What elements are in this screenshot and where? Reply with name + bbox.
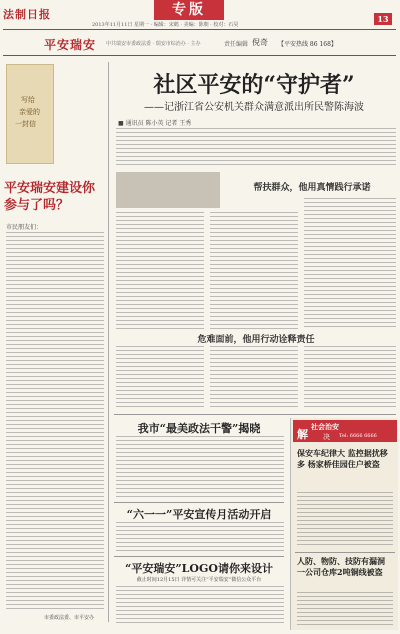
section1-col-3 — [304, 198, 396, 330]
main-headline: 社区平安的“守护者” — [153, 72, 355, 98]
section-tab: 专版 — [154, 0, 224, 20]
sidebar-rule — [295, 552, 395, 553]
section1-title: 帮扶群众，他用真情践行承诺 — [253, 183, 371, 193]
story3-headline: “六一一”平安宣传月活动开启 — [126, 508, 272, 521]
side-poster — [6, 64, 54, 164]
sidebar — [290, 418, 398, 630]
main-intro-text — [116, 128, 396, 168]
poster-line-3: 一封信 — [15, 120, 36, 128]
hotline: 【平安热线 86 168】 — [278, 41, 337, 48]
sidebar-story2-body — [297, 592, 393, 626]
column-title: 平安瑞安 — [44, 38, 97, 52]
sidebar-badge-char-2: 决 — [323, 433, 330, 441]
paper-logo: 法制日报 — [3, 8, 51, 21]
left-body-text — [6, 232, 104, 612]
left-headline: 平安瑞安建设你参与了吗？ — [4, 181, 96, 213]
column-subtitle: 中共瑞安市委政法委 · 瑞安市综治办 · 主办 — [106, 41, 201, 47]
page-number: 13 — [374, 13, 392, 25]
section1-col-1 — [116, 212, 204, 330]
section2-col-1 — [116, 346, 204, 408]
sidebar-badge-char-1: 解 — [297, 428, 308, 441]
main-subheadline: ——记浙江省公安机关群众满意派出所民警陈海波 — [144, 102, 364, 113]
section1-col-2 — [210, 212, 298, 330]
section2-col-2 — [210, 346, 298, 408]
masthead-rule — [3, 29, 396, 30]
main-photo — [116, 172, 220, 208]
sidebar-story1-headline: 保安车纪律大 监控据扰移多 杨家桥佳园住户被盗 — [297, 448, 388, 469]
main-byline: ■ 通讯员 陈小英 记者 王秀 — [118, 120, 192, 127]
left-signature: 市委政法委、市平安办 — [44, 615, 95, 621]
editor-label: 责任编辑 — [224, 41, 249, 48]
story4-subheadline: 截止时间12月15日 详情可关注“平安瑞安”微信公众平台 — [136, 577, 262, 583]
left-divider — [108, 62, 109, 622]
story2-rule — [114, 502, 284, 503]
section2-title: 危难面前，他用行动诠释责任 — [197, 335, 315, 345]
masthead — [0, 0, 400, 30]
issue-line: 2013年11月11日 星期一 · 编辑：宋鹤 · 美编：陈朝 · 校对：石昊 — [92, 22, 239, 28]
banner-rule — [3, 55, 396, 56]
story2-body — [116, 436, 284, 498]
poster-line-1: 写给 — [21, 96, 35, 104]
story4-headline: “平安瑞安”LOGO请你来设计 — [125, 562, 273, 575]
section2-col-3 — [304, 346, 396, 408]
story3-rule — [114, 556, 284, 557]
main-rule — [114, 414, 396, 415]
story2-headline: 我市“最美政法干警”揭晓 — [137, 422, 261, 435]
editor-name: 倪奇 — [252, 38, 268, 47]
sidebar-badge-tel: Tel: 6666 6666 — [339, 433, 377, 439]
column-banner — [0, 34, 400, 54]
story4-body — [116, 586, 284, 626]
left-salutation: 市民朋友们： — [6, 224, 43, 231]
sidebar-badge — [293, 420, 397, 442]
poster-line-2: 亲爱的 — [19, 108, 40, 116]
story3-body — [116, 522, 284, 552]
sidebar-story2-headline: 人防、物防、技防有漏洞 一公司仓库2吨铜线被盗 — [297, 556, 385, 577]
sidebar-story1-body — [297, 492, 393, 548]
sidebar-badge-title: 社会治安 — [311, 422, 339, 431]
